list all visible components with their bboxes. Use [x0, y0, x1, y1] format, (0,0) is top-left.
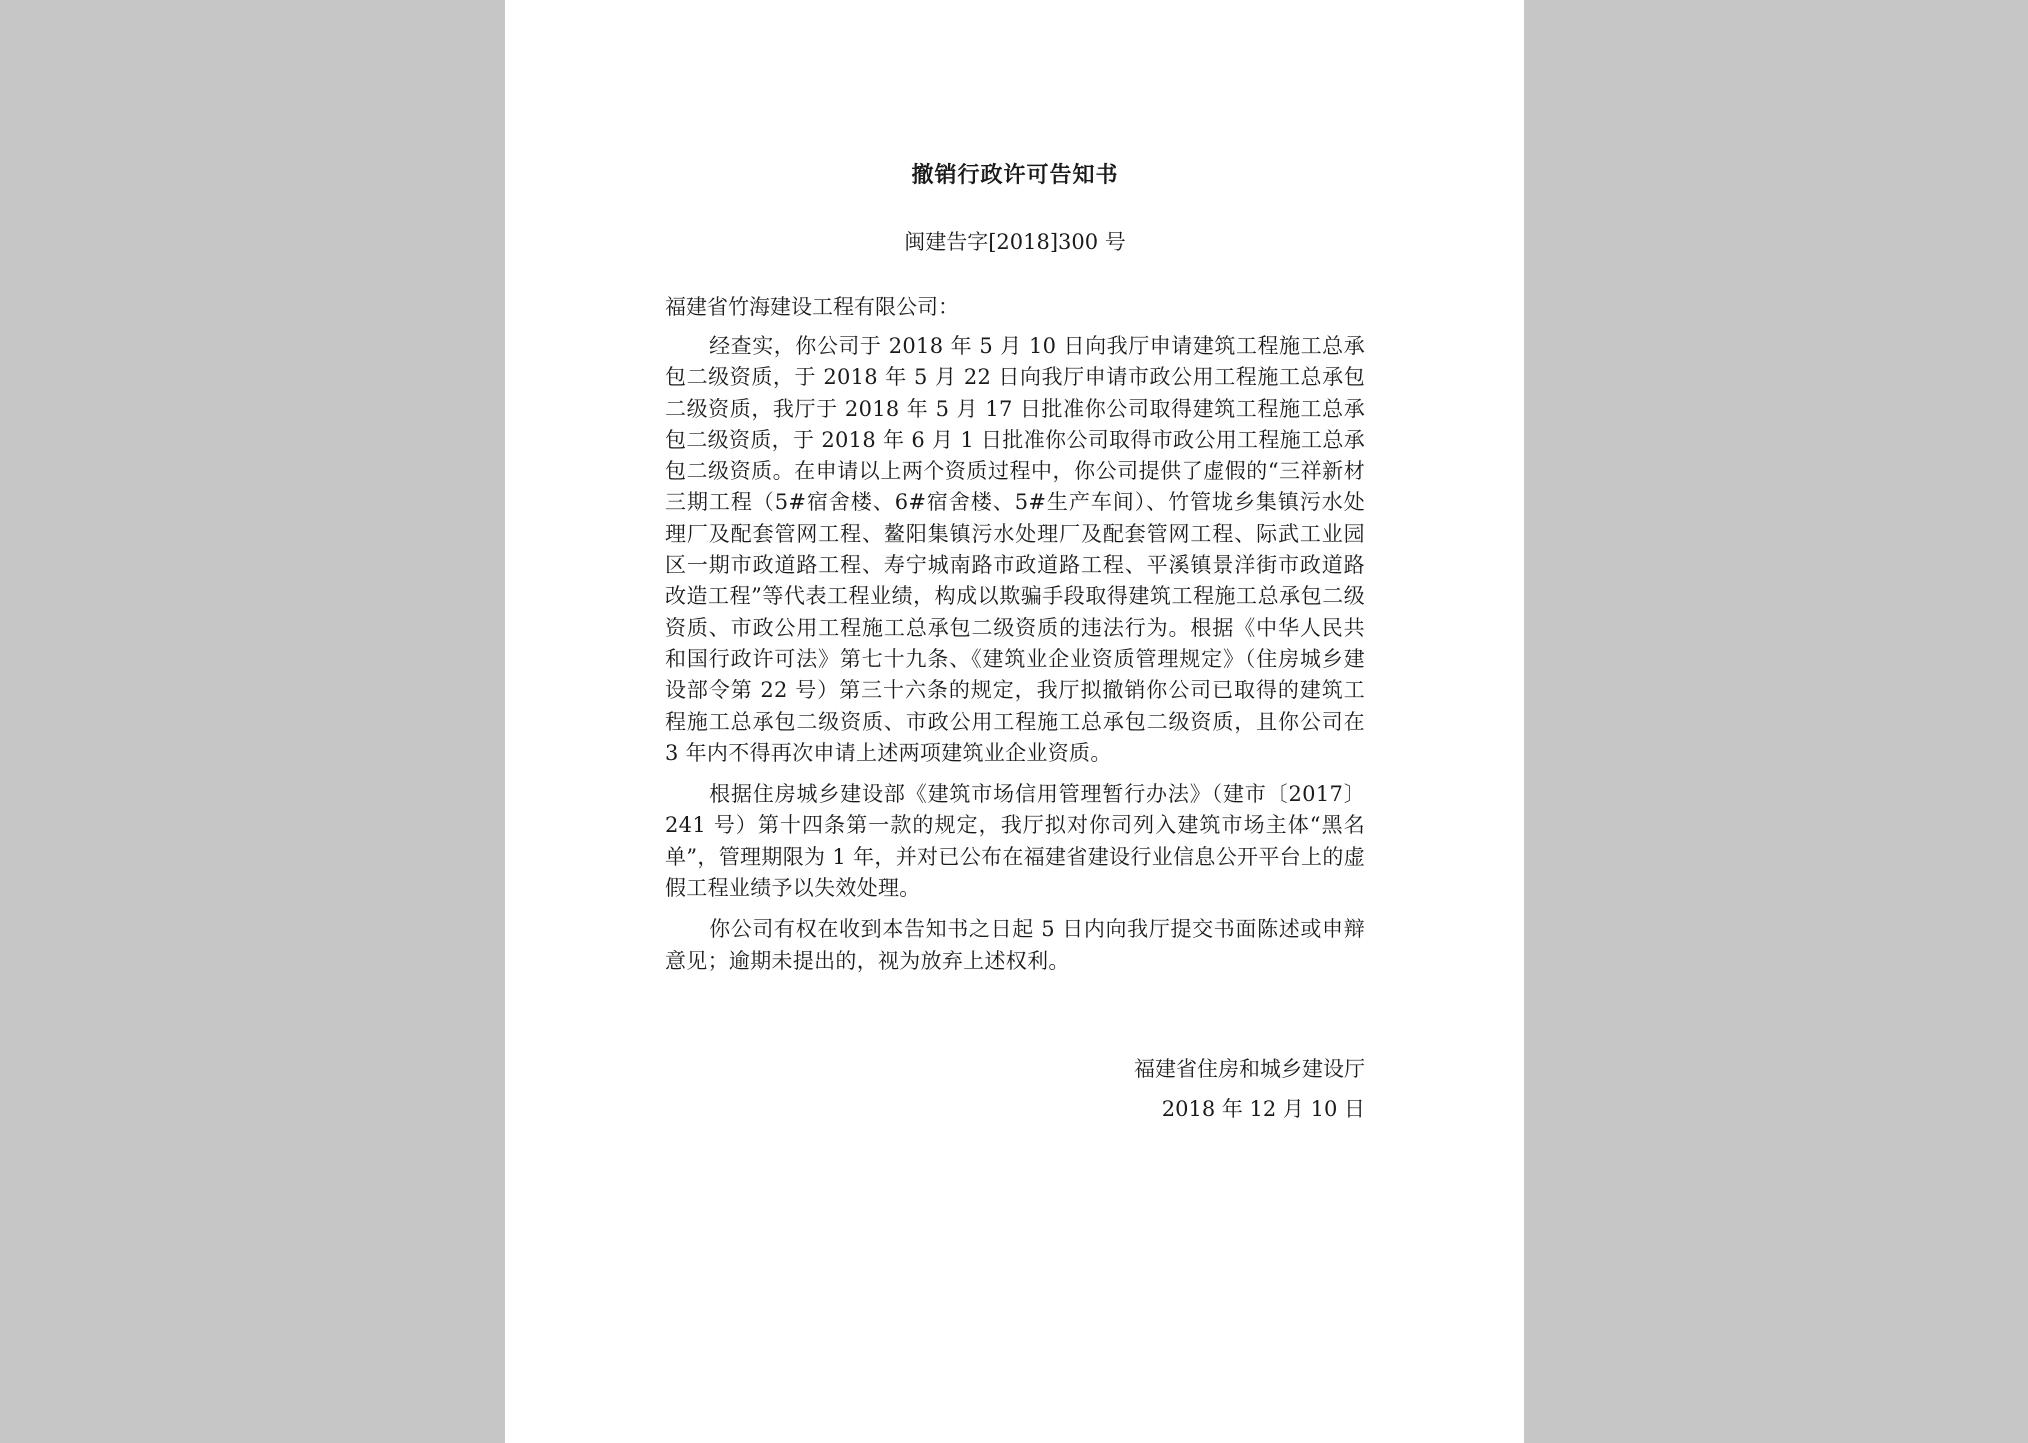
paragraph-blacklist: 根据住房城乡建设部《建筑市场信用管理暂行办法》（建市〔2017〕241 号）第十四条第一款的规定，我厅拟对你司列入建筑市场主体“黑名单”，管理期限为 1 年，并对已公布在福建省建设行业信息公开平台上的虚假工程业绩予以失效处理。 — [665, 782, 1365, 901]
signatory: 福建省住房和城乡建设厅 — [1134, 1057, 1365, 1081]
issue-date: 2018 年 12 月 10 日 — [1161, 1097, 1365, 1121]
document-number: 闽建告字[2018]300 号 — [904, 230, 1126, 254]
signature-block — [965, 1049, 1365, 1129]
paragraph-facts: 经查实，你公司于 2018 年 5 月 10 日向我厅申请建筑工程施工总承包二级资质，于 2018 年 5 月 22 日向我厅申请市政公用工程施工总承包二级资质，我厅于 2018 年 5 月 17 日批准你公司取得建筑工程施工总承包二级资质，于 2018 年 6 月 1 日批准你公司取得市政公用工程施工总承包二级资质。在申请以上两个资质过程中，你公司提供了虚假的“三祥新材三期工程（5#宿舍楼、6#宿舍楼、5#生产车间）、竹管垅乡集镇污水处理厂及配套管网工程、鳌阳集镇污水处理厂及配套管网工程、际武工业园区一期市政道路工程、寿宁城南路市政道路工程、平溪镇景洋街市政道路改造工程”等代表工程业绩，构成以欺骗手段取得建筑工程施工总承包二级资质、市政公用工程施工总承包二级资质的违法行为。根据《中华人民共和国行政许可法》第七十九条、《建筑业企业资质管理规定》（住房城乡建设部令第 22 号）第三十六条的规定，我厅拟撤销你公司已取得的建筑工程施工总承包二级资质、市政公用工程施工总承包二级资质，且你公司在 3 年内不得再次申请上述两项建筑业企业资质。 — [665, 334, 1365, 765]
salutation: 福建省竹海建设工程有限公司： — [665, 295, 959, 319]
paragraph-rights: 你公司有权在收到本告知书之日起 5 日内向我厅提交书面陈述或申辩意见；逾期未提出的，视为放弃上述权利。 — [665, 917, 1365, 973]
document-page — [505, 0, 1524, 1443]
document-body — [665, 331, 1365, 987]
document-title: 撤销行政许可告知书 — [911, 163, 1119, 188]
